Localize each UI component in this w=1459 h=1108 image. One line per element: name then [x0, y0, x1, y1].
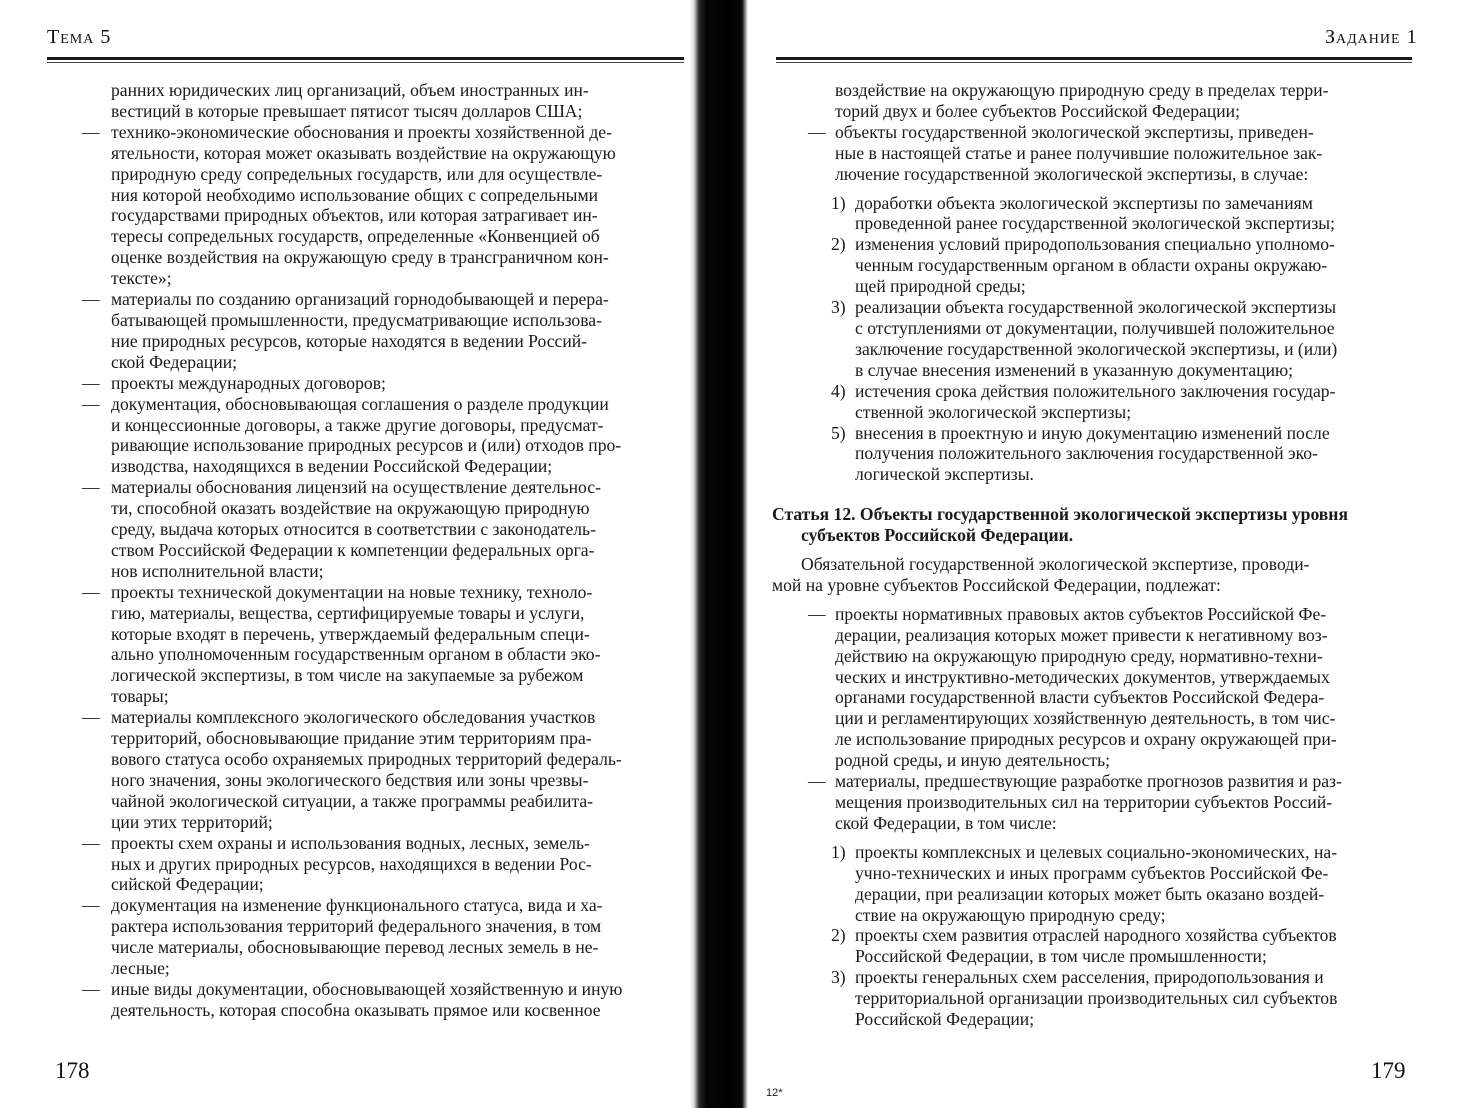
dash-marker: —: [82, 121, 100, 142]
dash-marker: —: [82, 707, 100, 728]
text-line: числе материалы, обосновывающие перевод лесных земель в не-: [111, 937, 599, 958]
text-line: вового статуса особо охраняемых природных территорий федераль-: [111, 749, 622, 769]
text-line: ти, способной оказать воздействие на окружающую природную: [111, 498, 590, 519]
dash-marker: —: [82, 289, 100, 310]
text-line: проекты нормативных правовых актов субъектов Российской Фе-: [835, 603, 1327, 624]
list-item: [772, 842, 1408, 926]
numbered-list-2: [772, 842, 1408, 1030]
text-line: с отступлениями от документации, получившей положительное: [855, 317, 1335, 338]
text-line: проведенной ранее государственной экологической экспертизы;: [855, 213, 1335, 234]
text-line: дерации, при реализации которых может быть оказано воздей-: [855, 883, 1325, 904]
text-line: деятельность, которая способна оказывать прямое или косвенное: [111, 999, 601, 1020]
text-line: истечения срока действия положительного заключения государ-: [855, 380, 1336, 401]
text-line: учно-технических и иных программ субъектов Российской Фе-: [855, 862, 1329, 883]
number-marker: 3): [831, 967, 846, 988]
text-line: ческих и инструктивно-методических документов, утверждаемых: [835, 666, 1330, 687]
text-line: батывающей промышленности, предусматривающие использова-: [111, 309, 602, 330]
text-line: тексте»;: [111, 268, 172, 289]
text-line: ле использование природных ресурсов и охрану окружающей при-: [835, 729, 1337, 750]
text-line: действию на окружающую природную среду, нормативно-техни-: [835, 645, 1323, 666]
dash-marker: —: [82, 581, 100, 602]
list-item: [772, 771, 1408, 834]
text-line: дерации, реализация которых может привести к негативному воз-: [835, 624, 1328, 645]
text-line: ные в настоящей статье и ранее получившие положительное зак-: [835, 142, 1323, 163]
text-line: ской Федерации;: [111, 351, 238, 372]
text-line: лючение государственной экологической экспертизы, в случае:: [835, 163, 1309, 184]
list-item: [772, 967, 1408, 1030]
text-line: иные виды документации, обосновывающей хозяйственную и иную: [111, 978, 623, 999]
list-item: [772, 122, 1408, 185]
text-line: ством Российской Федерации к компетенции федеральных орга-: [111, 539, 595, 560]
text-line: ных и других природных ресурсов, находящихся в ведении Рос-: [111, 853, 592, 874]
text-line: документация, обосновывающая соглашения о разделе продукции: [111, 393, 609, 414]
text-line: доработки объекта экологической экспертизы по замечаниям: [855, 192, 1313, 213]
text-line: ранних юридических лиц организаций, объем иностранных ин-: [111, 80, 589, 100]
text-line: рактера использования территорий федерального значения, в том: [111, 916, 602, 937]
number-marker: 2): [831, 234, 846, 255]
heading-line: субъектов Российской Федерации.: [801, 525, 1074, 546]
numbered-list-1: [772, 193, 1408, 486]
list-item: [772, 604, 1408, 771]
text-line: изводства, находящихся в ведении Российской Федерации;: [111, 456, 553, 477]
dash-marker: —: [82, 393, 100, 414]
intro-block: [772, 80, 1408, 122]
article-list: [772, 604, 1408, 834]
text-line: ально уполномоченным государственным органом в области эко-: [111, 644, 601, 665]
running-head-right: Задание 1: [1325, 26, 1418, 48]
text-line: материалы, предшествующие разработке прогнозов развития и раз-: [835, 771, 1342, 792]
right-body-text: [772, 80, 1408, 1030]
text-line: которые входят в перечень, утверждаемый федеральным специ-: [111, 623, 590, 644]
running-head-left: Тема 5: [47, 26, 112, 48]
text-line: документация на изменение функционального статуса, вида и ха-: [111, 895, 603, 916]
text-line: ривающие использование природных ресурсов и (или) отходов про-: [111, 435, 622, 456]
text-line: проекты схем развития отраслей народного хозяйства субъектов: [855, 925, 1337, 946]
dash-marker: —: [808, 121, 826, 142]
text-line: родной среды, и иную деятельность;: [835, 750, 1111, 771]
text-line: территорий, обосновывающие придание этим территориям пра-: [111, 728, 592, 749]
text-line: государствами природных объектов, или которая затрагивает ин-: [111, 205, 598, 226]
text-line: ния которой необходимо использование общих с сопредельными: [111, 184, 599, 205]
number-marker: 5): [831, 422, 846, 443]
dash-marker: —: [82, 895, 100, 916]
number-marker: 1): [831, 841, 846, 862]
page-number-right: 179: [1371, 1058, 1406, 1083]
list-item: [772, 423, 1408, 486]
text-line: проекты международных договоров;: [111, 372, 386, 393]
article-heading: [772, 504, 1408, 546]
text-line: материалы комплексного экологического обследования участков: [111, 707, 596, 728]
list-item: [772, 234, 1408, 297]
text-line: проекты схем охраны и использования водных, лесных, земель-: [111, 832, 590, 853]
text-line: лесные;: [111, 958, 170, 979]
text-line: Обязательной государственной экологической экспертизе, проводи-: [801, 554, 1310, 575]
text-line: вестиций в которые превышает пятисот тысяч долларов США;: [111, 100, 583, 121]
text-line: оценке воздействия на окружающую среду в трансграничном кон-: [111, 247, 609, 268]
dash-marker: —: [82, 978, 100, 999]
text-line: материалы по созданию организаций горнодобывающей и перера-: [111, 289, 609, 310]
text-line: в случае внесения изменений в указанную документацию;: [855, 359, 1294, 380]
text-line: мещения производительных сил на территории субъектов Россий-: [835, 792, 1333, 812]
text-line: ние природных ресурсов, которые находятся в ведении Россий-: [111, 330, 588, 351]
dash-marker: —: [82, 477, 100, 498]
text-line: сийской Федерации;: [111, 874, 264, 895]
text-line: ственной экологической экспертизы;: [855, 401, 1132, 422]
list-item: [772, 297, 1408, 381]
text-line: логической экспертизы.: [855, 464, 1034, 485]
text-line: логической экспертизы, в том числе на закупаемые за рубежом: [111, 665, 584, 686]
text-line: территориальной организации производительных сил субъектов: [855, 988, 1338, 1009]
text-line: проекты технической документации на новые технику, техноло-: [111, 581, 593, 602]
number-marker: 2): [831, 925, 846, 946]
text-line: проекты генеральных схем расселения, природопользования и: [855, 967, 1324, 988]
text-line: Российской Федерации, в том числе промышленности;: [855, 946, 1267, 967]
text-line: внесения в проектную и иную документацию изменений после: [855, 422, 1330, 443]
text-line: ции этих территорий;: [111, 811, 273, 832]
article-paragraph: [772, 554, 1408, 596]
number-marker: 1): [831, 192, 846, 213]
text-line: мой на уровне субъектов Российской Федерации, подлежат:: [772, 574, 1221, 595]
text-line: технико-экономические обоснования и проекты хозяйственной де-: [111, 121, 612, 142]
signature-mark: 12*: [766, 1087, 783, 1099]
text-line: изменения условий природопользования специально уполномо-: [855, 234, 1335, 255]
text-line: ции и регламентирующих хозяйственную деятельность, в том чис-: [835, 708, 1336, 729]
text-line: ской Федерации, в том числе:: [835, 812, 1057, 833]
text-line: ятельности, которая может оказывать воздействие на окружающую: [111, 142, 616, 163]
text-line: заключение государственной экологической экспертизы, и (или): [855, 338, 1338, 359]
list-item: [772, 925, 1408, 967]
list-item: [772, 193, 1408, 235]
text-line: реализации объекта государственной экологической экспертизы: [855, 297, 1337, 318]
dash-marker: —: [82, 832, 100, 853]
text-line: ствие на окружающую природную среду;: [855, 904, 1166, 925]
number-marker: 3): [831, 297, 846, 318]
text-line: чайной экологической ситуации, а также программы реабилита-: [111, 790, 594, 811]
text-line: природную среду сопредельных государств, или для осуществле-: [111, 163, 603, 184]
text-line: гию, материалы, вещества, сертифицируемые товары и услуги,: [111, 602, 585, 623]
dash-marker: —: [808, 603, 826, 624]
page-number-left: 178: [55, 1058, 90, 1083]
text-line: щей природной среды;: [855, 276, 1026, 297]
text-line: тересы сопредельных государств, определенные «Конвенцией об: [111, 226, 600, 247]
header-rule-right: [776, 57, 1412, 60]
text-line: Российской Федерации;: [855, 1009, 1035, 1030]
text-line: товары;: [111, 686, 169, 707]
text-line: ного значения, зоны экологического бедствия или зоны чрезвы-: [111, 769, 589, 790]
text-line: проекты комплексных и целевых социально-экономических, на-: [855, 841, 1338, 862]
text-line: материалы обоснования лицензий на осуществление деятельнос-: [111, 477, 601, 498]
text-line: объекты государственной экологической экспертизы, приведен-: [835, 121, 1314, 142]
text-line: торий двух и более субъектов Российской Федерации;: [835, 100, 1240, 121]
number-marker: 4): [831, 380, 846, 401]
text-line: нов исполнительной власти;: [111, 560, 324, 581]
list-item: [772, 381, 1408, 423]
dash-marker: —: [808, 771, 826, 792]
text-line: ченным государственным органом в области охраны окружаю-: [855, 255, 1328, 276]
text-line: и концессионные договоры, а также другие договоры, предусмат-: [111, 414, 604, 435]
text-line: органами государственной власти субъектов Российской Федера-: [835, 687, 1325, 708]
dash-marker: —: [82, 372, 100, 393]
heading-line: Статья 12. Объекты государственной экологической экспертизы уровня: [772, 504, 1348, 525]
text-line: среду, выдача которых относится в соответствии с законодатель-: [111, 519, 596, 540]
text-line: воздействие на окружающую природную среду в пределах терри-: [835, 80, 1329, 100]
text-line: получения положительного заключения государственной эко-: [855, 443, 1318, 464]
